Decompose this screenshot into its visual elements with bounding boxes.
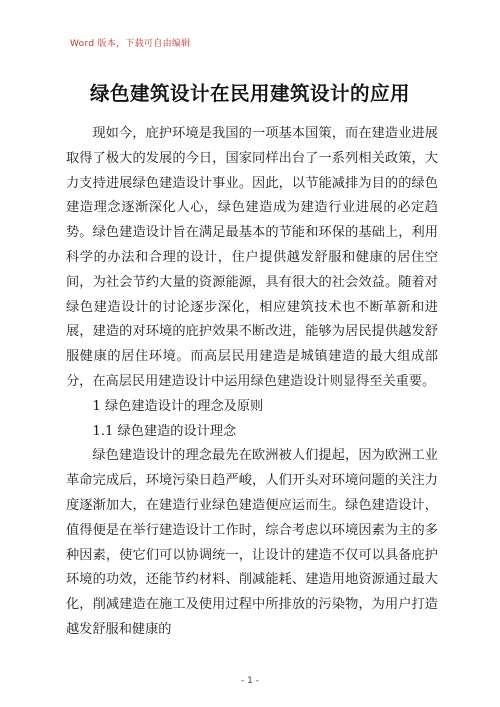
section-heading-1-1: 1.1 绿色建造的设计理念 [92, 423, 237, 439]
intro-paragraph: 现如今，庇护环境是我国的一项基本国策，而在建造业进展取得了极大的发展的今日，国家同样出台了一系列相关政策，大力支持进展绿色建造设计事业。因此，以节能减排为目的的绿色建造理念逐渐深化人心，绿色建造成为建造行业进展的必定趋势。绿色建造设计旨在满足最基本的节能和环保的基础上，利用科学的办法和合理的设计，住户提供越发舒服和健康的居住空间，为社会节约大量的资源能源，具有很大的社会效益。随着对绿色建造设计的讨论逐步深化，相应建筑技术也不断革新和进展，建造的对环境的庇护效果不断改进，能够为居民提供越发舒服健康的居住环境。而高层民用建造是城镇建造的最大组成部分，在高层民用建造设计中运用绿色建造设计则显得至关重要。 [66, 126, 438, 389]
document-title: 绿色建筑设计在民用建筑设计的应用 [89, 82, 410, 105]
section-heading-1: 1 绿色建造设计的理念及原则 [92, 398, 264, 414]
header-note: Word 版本，下载可自由编辑 [70, 39, 191, 49]
page-number: - 1 - [241, 676, 259, 686]
body-paragraph-2: 绿色建造设计的理念最先在欧洲被人们提起，因为欧洲工业革命完成后，环境污染日趋严峻，人们开头对环境问题的关注力度逐渐加大，在建造行业绿色建造便应运而生。绿色建造设计，值得便是在举行建造设计工作时，综合考虑以环境因素为主的多种因素，使它们可以协调统一，让设计的建造不仅可以具备庇护环境的功效，还能节约材料、削减能耗、建造用地资源通过最大化，削减建造在施工及使用过程中所排放的污染物，为用户打造越发舒服和健康的 [66, 448, 438, 637]
document-body [66, 122, 438, 643]
